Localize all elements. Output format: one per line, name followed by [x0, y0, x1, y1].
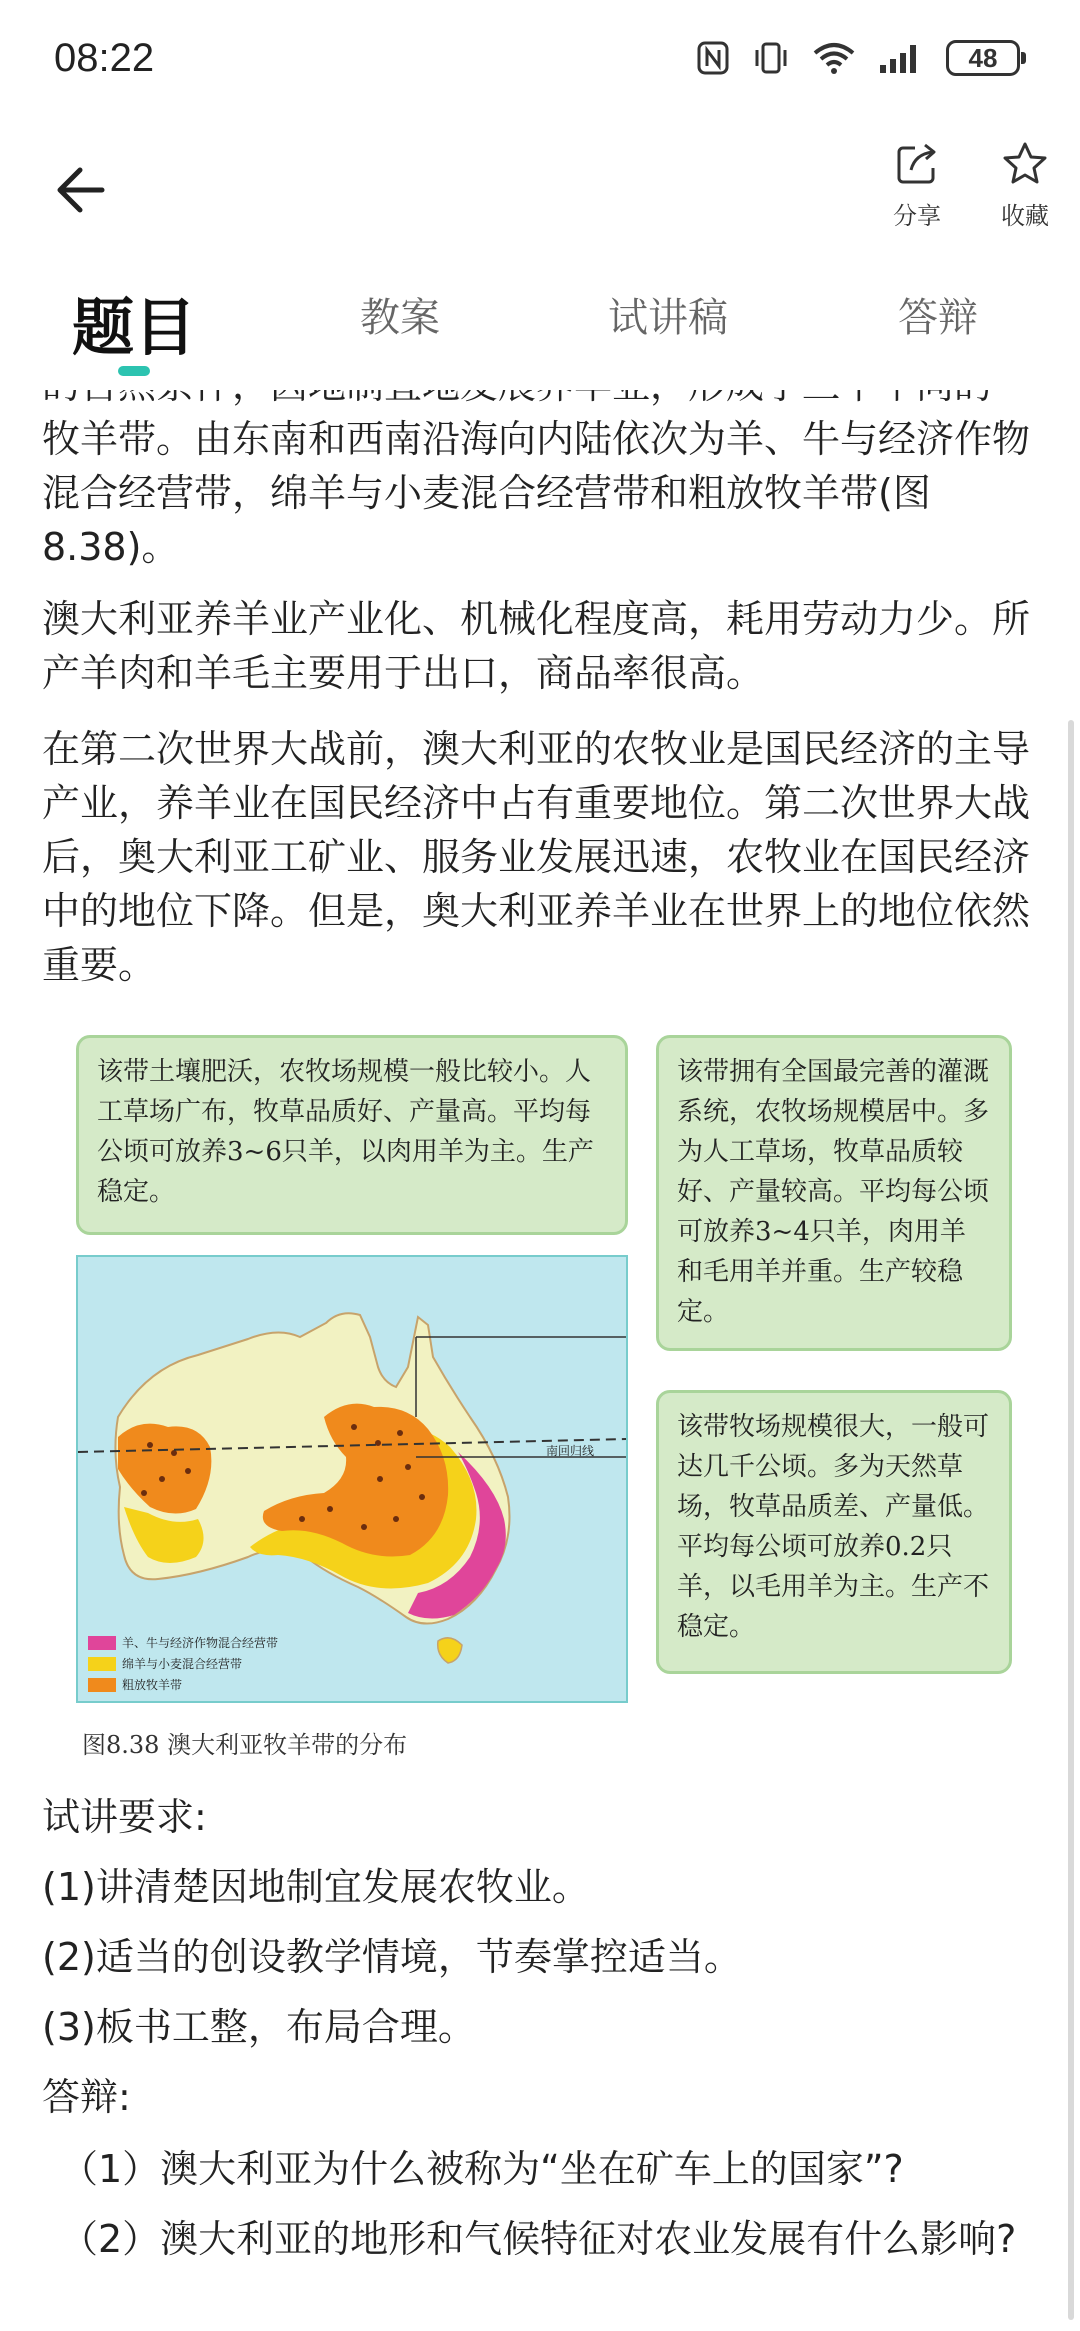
- status-time: 08:22: [54, 36, 155, 80]
- callout-bubble-right-top: 该带拥有全国最完善的灌溉系统，农牧场规模居中。多为人工草场，牧草品质较好、产量较高。平均每公顷可放养3~4只羊，肉用羊和毛用羊并重。生产较稳定。: [656, 1035, 1012, 1351]
- defense-title: 答辩:: [42, 2075, 131, 2119]
- signal-icon: [878, 41, 924, 75]
- figure-caption: 图8.38 澳大利亚牧羊带的分布: [82, 1731, 408, 1759]
- requirement-item: (3)板书工整，布局合理。: [42, 2005, 476, 2049]
- vibrate-icon: [752, 40, 790, 76]
- defense-question: （1）澳大利亚为什么被称为“坐在矿车上的国家”?: [60, 2147, 904, 2191]
- requirement-item: (1)讲清楚因地制宜发展农牧业。: [42, 1865, 590, 1909]
- legend-label: 羊、牛与经济作物混合经营带: [122, 1636, 279, 1650]
- paragraph-1: 牧羊带。由东南和西南沿海向内陆依次为羊、牛与经济作物混合经营带，绵羊与小麦混合经营带和粗放牧羊带(图8.38)。: [42, 417, 1031, 569]
- tab-script[interactable]: 试讲稿: [608, 295, 728, 341]
- legend-item-mixed-crops: [88, 1634, 278, 1651]
- map-legend: [88, 1630, 278, 1693]
- status-bar: [0, 0, 1080, 120]
- paragraph-2: 澳大利亚养羊业产业化、机械化程度高，耗用劳动力少。所产羊肉和羊毛主要用于出口，商品率很高。: [42, 597, 1031, 695]
- legend-swatch-orange: [88, 1678, 116, 1692]
- legend-item-pastoral: [88, 1676, 278, 1693]
- back-arrow-icon: [50, 160, 110, 220]
- requirements-title: 试讲要求:: [42, 1795, 207, 1839]
- tab-indicator: [118, 366, 150, 376]
- paragraph-3: 在第二次世界大战前，澳大利亚的农牧业是国民经济的主导产业，养羊业在国民经济中占有重要地位。第二次世界大战后，奥大利亚工矿业、服务业发展迅速，农牧业在国民经济中的地位下降。但是，奥大利亚养羊业在世界上的地位依然重要。: [42, 727, 1031, 987]
- defense-question: （2）澳大利亚的地形和气候特征对农业发展有什么影响?: [60, 2217, 1017, 2261]
- star-icon: [1001, 140, 1049, 188]
- legend-item-sheep-wheat: [88, 1655, 278, 1672]
- content-area[interactable]: [0, 390, 1080, 2331]
- wifi-icon: [812, 40, 856, 76]
- sheep-belt-figure: [76, 1035, 1016, 1759]
- legend-swatch-pink: [88, 1636, 116, 1650]
- favorite-label: 收藏: [1001, 202, 1049, 230]
- callout-bubble-top: 该带土壤肥沃，农牧场规模一般比较小。人工草场广布，牧草品质好、产量高。平均每公顷可放养3~6只羊，以肉用羊为主。生产稳定。: [76, 1035, 628, 1235]
- australia-map: [76, 1255, 628, 1703]
- legend-swatch-yellow: [88, 1657, 116, 1671]
- nfc-icon: [696, 40, 730, 76]
- scrollbar[interactable]: [1068, 720, 1074, 2320]
- tab-defense[interactable]: 答辩: [898, 295, 978, 341]
- requirement-item: (2)适当的创设教学情境，节奏掌控适当。: [42, 1935, 742, 1979]
- legend-label: 绵羊与小麦混合经营带: [122, 1657, 243, 1671]
- callout-bubble-right-bottom: 该带牧场规模很大，一般可达几千公顷。多为天然草场，牧草品质差、产量低。平均每公顷可放养0.2只羊，以毛用羊为主。生产不稳定。: [656, 1390, 1012, 1674]
- status-icons: [696, 40, 1020, 76]
- tab-lesson-plan[interactable]: 教案: [360, 295, 440, 341]
- share-button[interactable]: [872, 140, 962, 231]
- tropic-label: 南回归线: [546, 1444, 595, 1458]
- favorite-button[interactable]: [980, 140, 1070, 231]
- tab-question[interactable]: 题目: [72, 291, 197, 364]
- back-button[interactable]: [50, 160, 110, 220]
- battery-icon: 48: [946, 40, 1020, 76]
- tab-bar: [0, 270, 1080, 390]
- header: [0, 120, 1080, 270]
- legend-label: 粗放牧羊带: [122, 1678, 183, 1692]
- share-icon: [893, 140, 941, 188]
- share-label: 分享: [893, 202, 941, 230]
